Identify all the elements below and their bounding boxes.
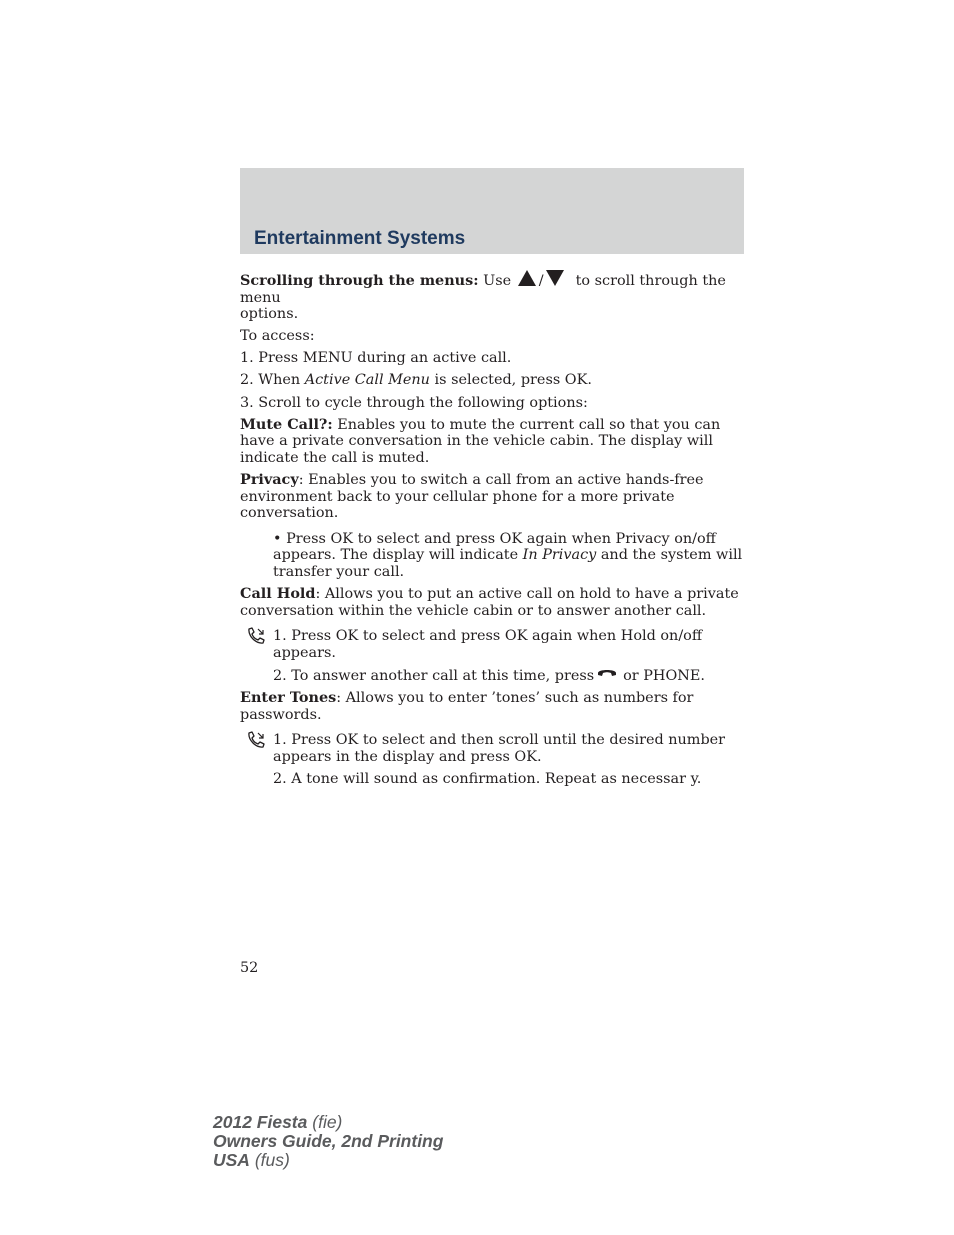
footer-line-3 bbox=[213, 1151, 443, 1170]
step-2-before: 2. When bbox=[240, 372, 301, 389]
to-access: To access: bbox=[240, 328, 315, 345]
privacy-bullet-after: and the system will transfer your call. bbox=[273, 547, 743, 580]
phone-icon bbox=[247, 627, 265, 645]
footer-model: 2012 Fiesta bbox=[213, 1112, 308, 1132]
section-header-band bbox=[240, 168, 744, 254]
scroll-paragraph bbox=[240, 270, 746, 323]
call-hold-text: : Allows you to put an active call on hold to have a private conversation within the vehicle cabin or to answer another call. bbox=[240, 586, 739, 619]
mute-call-paragraph bbox=[240, 417, 746, 467]
scroll-separator: / bbox=[538, 273, 544, 289]
down-arrow-icon bbox=[546, 270, 564, 286]
privacy-paragraph bbox=[240, 472, 746, 522]
page-content bbox=[240, 270, 746, 793]
enter-tones-text: : Allows you to enter ’tones’ such as numbers for passwords. bbox=[240, 689, 694, 723]
enter-tones-label: Enter Tones bbox=[240, 688, 337, 706]
step-3: 3. Scroll to cycle through the following options: bbox=[240, 394, 588, 411]
privacy-bullet-italic: In Privacy bbox=[522, 547, 597, 564]
scroll-text-wrap: options. bbox=[240, 306, 299, 323]
phone-icon bbox=[247, 731, 265, 749]
footer-line-1 bbox=[213, 1113, 443, 1132]
hold-step-2-after: or PHONE. bbox=[623, 667, 705, 684]
step-2-after: is selected, press OK. bbox=[434, 372, 592, 389]
hold-step-1 bbox=[240, 628, 746, 661]
mute-call-label: Mute Call?: bbox=[240, 415, 333, 433]
enter-tones-paragraph bbox=[240, 690, 746, 723]
scroll-text-after: to scroll through the menu bbox=[240, 273, 726, 306]
footer-model-code: (fie) bbox=[312, 1112, 343, 1132]
hold-step-1-text: 1. Press OK to select and press OK again when Hold on/off appears. bbox=[273, 628, 703, 661]
tones-step-2: 2. A tone will sound as confirmation. Repeat as necessar y. bbox=[273, 770, 702, 787]
call-hold-label: Call Hold bbox=[240, 585, 316, 602]
handset-icon bbox=[597, 667, 617, 679]
privacy-text: : Enables you to switch a call from an active hands-free environment back to your cellular phone for a more private conversation. bbox=[240, 471, 704, 522]
scroll-text-before: Use bbox=[483, 273, 512, 289]
step-1: 1. Press MENU during an active call. bbox=[240, 350, 512, 367]
step-2-italic: Active Call Menu bbox=[304, 372, 430, 389]
footer-line-2 bbox=[213, 1132, 443, 1151]
hold-step-2-before: 2. To answer another call at this time, press bbox=[273, 667, 595, 684]
privacy-label: Privacy bbox=[240, 470, 299, 488]
call-hold-paragraph bbox=[240, 586, 746, 619]
hold-step-2 bbox=[240, 667, 746, 685]
footer-market-code: (fus) bbox=[254, 1150, 290, 1170]
privacy-bullet-before: Press OK to select and press OK again when Privacy on/off appears. The display will indicate bbox=[273, 530, 716, 564]
footer-guide: Owners Guide, 2nd Printing bbox=[213, 1131, 444, 1151]
footer-market: USA bbox=[213, 1150, 250, 1170]
page-number: 52 bbox=[240, 960, 259, 976]
section-title: Entertainment Systems bbox=[254, 228, 466, 249]
footer bbox=[213, 1113, 443, 1170]
step-2 bbox=[240, 372, 746, 389]
up-arrow-icon bbox=[518, 270, 536, 286]
tones-step-1-text: 1. Press OK to select and then scroll until the desired number appears in the display and press OK. bbox=[273, 732, 726, 765]
scroll-label: Scrolling through the menus: bbox=[240, 272, 479, 289]
mute-call-text: Enables you to mute the current call so that you can have a private conversation in the vehicle cabin. The display will indicate the call is muted. bbox=[240, 416, 721, 466]
privacy-bullet bbox=[240, 531, 746, 581]
bullet-mark: • bbox=[273, 530, 282, 547]
tones-step-1 bbox=[240, 732, 746, 765]
